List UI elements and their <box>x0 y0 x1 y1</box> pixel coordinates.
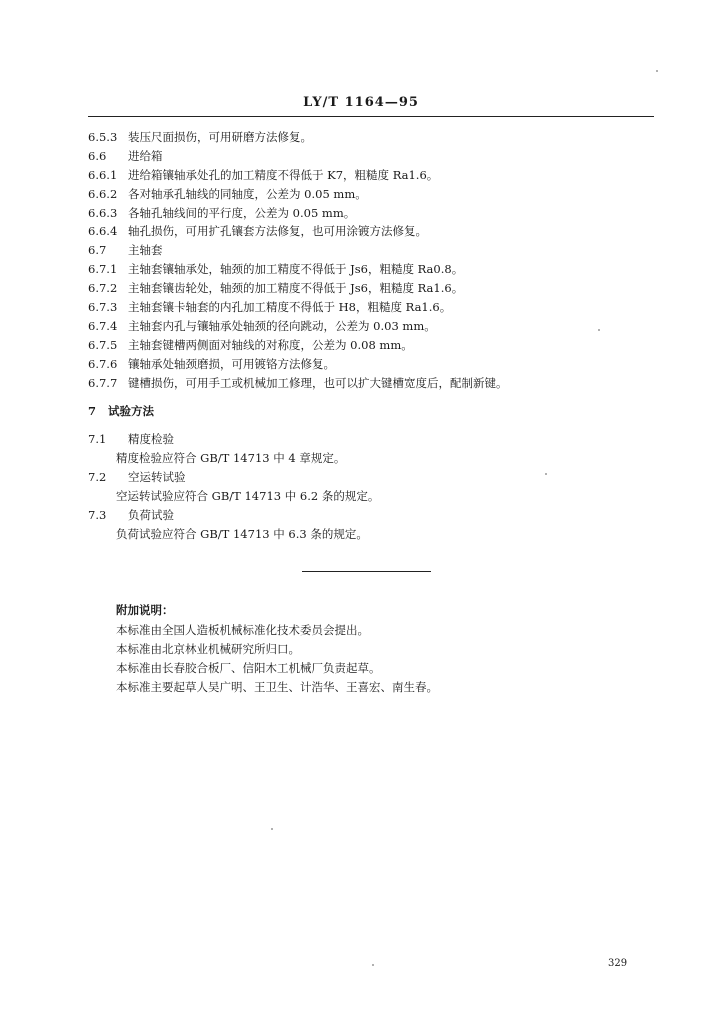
scan-speck <box>372 964 374 966</box>
clause-6-7 <box>88 243 163 257</box>
clause-text: 进给箱 <box>128 149 163 163</box>
clause-number: 6.6.1 <box>88 168 118 182</box>
clause-6-5-3 <box>88 130 312 144</box>
clause-7-2-title <box>88 470 186 484</box>
clause-6-6 <box>88 149 163 163</box>
clause-text: 主轴套镶卡轴套的内孔加工精度不得低于 H8，粗糙度 Ra1.6。 <box>128 300 452 314</box>
clause-text: 主轴套 <box>128 243 163 257</box>
clause-title: 负荷试验 <box>128 508 174 522</box>
clause-number: 6.7.1 <box>88 262 118 276</box>
clause-7-2-body: 空运转试验应符合 GB/T 14713 中 6.2 条的规定。 <box>116 489 380 503</box>
header-rule <box>88 116 654 117</box>
clause-text: 主轴套镶轴承处，轴颈的加工精度不得低于 Js6，粗糙度 Ra0.8。 <box>128 262 464 276</box>
clause-6-7-3 <box>88 300 451 314</box>
clause-number: 6.6.4 <box>88 224 118 238</box>
clause-number: 6.7.5 <box>88 338 118 352</box>
clause-title: 精度检验 <box>128 432 174 446</box>
page-number: 329 <box>608 958 628 969</box>
clause-6-7-7 <box>88 376 508 390</box>
clause-number: 7.1 <box>88 432 107 446</box>
notes-line-2: 本标准由北京林业机械研究所归口。 <box>116 642 300 656</box>
clause-text: 镶轴承处轴颈磨损，可用镀铬方法修复。 <box>128 357 335 371</box>
clause-number: 6.6.2 <box>88 187 118 201</box>
scan-speck <box>271 828 273 830</box>
clause-number: 6.7 <box>88 243 107 257</box>
clause-text: 各轴孔轴线间的平行度，公差为 0.05 mm。 <box>128 206 356 220</box>
clause-6-7-5 <box>88 338 413 352</box>
clause-number: 6.6 <box>88 149 107 163</box>
clause-number: 6.7.4 <box>88 319 118 333</box>
notes-title: 附加说明： <box>116 603 174 617</box>
end-of-text-rule <box>302 571 431 572</box>
clause-text: 进给箱镶轴承处孔的加工精度不得低于 K7，粗糙度 Ra1.6。 <box>128 168 439 182</box>
clause-text: 装压尺面损伤，可用研磨方法修复。 <box>128 130 312 144</box>
clause-text: 主轴套键槽两侧面对轴线的对称度，公差为 0.08 mm。 <box>128 338 413 352</box>
clause-number: 7.2 <box>88 470 107 484</box>
clause-text: 各对轴承孔轴线的同轴度，公差为 0.05 mm。 <box>128 187 367 201</box>
clause-6-6-3 <box>88 206 355 220</box>
clause-text: 轴孔损伤，可用扩孔镶套方法修复，也可用涂镀方法修复。 <box>128 224 427 238</box>
clause-6-7-6 <box>88 357 335 371</box>
scan-speck <box>598 329 600 331</box>
clause-text: 主轴套镶齿轮处，轴颈的加工精度不得低于 Js6，粗糙度 Ra1.6。 <box>128 281 464 295</box>
clause-6-6-1 <box>88 168 438 182</box>
clause-number: 6.7.3 <box>88 300 118 314</box>
clause-7-1-body: 精度检验应符合 GB/T 14713 中 4 章规定。 <box>116 451 346 465</box>
scan-speck <box>656 70 658 72</box>
clause-number: 6.7.6 <box>88 357 118 371</box>
section-number: 7 <box>88 404 97 418</box>
clause-number: 6.7.7 <box>88 376 118 390</box>
clause-6-6-4 <box>88 224 427 238</box>
clause-number: 6.7.2 <box>88 281 118 295</box>
scan-speck <box>545 473 547 475</box>
clause-number: 6.6.3 <box>88 206 118 220</box>
document-code: LY/T 1164—95 <box>303 95 419 110</box>
clause-7-3-title <box>88 508 174 522</box>
section-title: 试验方法 <box>108 404 154 418</box>
clause-6-7-4 <box>88 319 436 333</box>
clause-text: 主轴套内孔与镶轴承处轴颈的径向跳动，公差为 0.03 mm。 <box>128 319 436 333</box>
notes-line-1: 本标准由全国人造板机械标准化技术委员会提出。 <box>116 623 369 637</box>
clause-6-6-2 <box>88 187 367 201</box>
clause-6-7-2 <box>88 281 463 295</box>
clause-7-3-body: 负荷试验应符合 GB/T 14713 中 6.3 条的规定。 <box>116 527 368 541</box>
notes-line-3: 本标准由长春胶合板厂、信阳木工机械厂负责起草。 <box>116 661 381 675</box>
section-7-heading <box>88 404 154 418</box>
clause-number: 7.3 <box>88 508 107 522</box>
notes-line-4: 本标准主要起草人吴广明、王卫生、计浩华、王喜宏、南生春。 <box>116 680 438 694</box>
clause-text: 键槽损伤，可用手工或机械加工修理，也可以扩大键槽宽度后，配制新键。 <box>128 376 508 390</box>
clause-6-7-1 <box>88 262 463 276</box>
clause-7-1-title <box>88 432 174 446</box>
clause-number: 6.5.3 <box>88 130 118 144</box>
clause-title: 空运转试验 <box>128 470 186 484</box>
